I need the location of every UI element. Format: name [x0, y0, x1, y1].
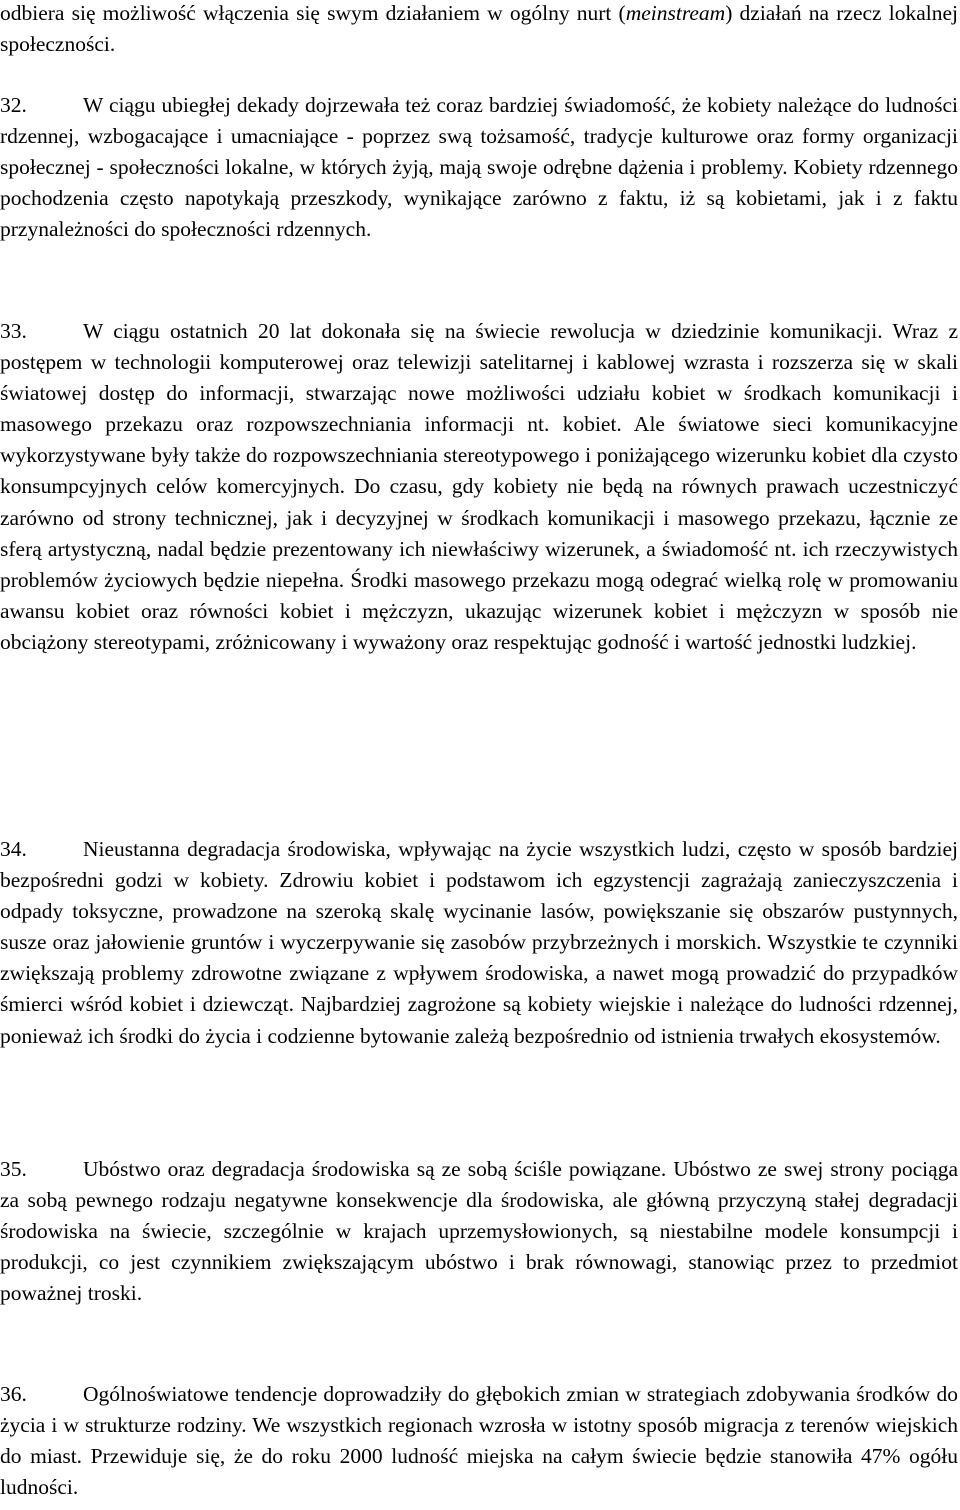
paragraph-number: 36. [0, 1382, 27, 1406]
intro-paragraph [0, 0, 958, 60]
paragraph-number: 35. [0, 1157, 27, 1181]
paragraph-36 [0, 1379, 958, 1503]
paragraph-33 [0, 316, 958, 658]
paragraph-35 [0, 1154, 958, 1309]
paragraph-text: Nieustanna degradacja środowiska, wpływając na życie wszystkich ludzi, często w sposób bardziej bezpośredni godzi w kobiety. Zdrowiu kobiet i podstawom ich egzystencji zagrażają zanieczyszczenia i odpady toksyczne, prowadzone na szeroką skalę wycinanie lasów, powiększanie się obszarów pustynnych, susze oraz jałowienie gruntów i wyczerpywanie się zasobów przybrzeżnych i morskich. Wszystkie te czynniki zwiększają problemy zdrowotne związane z wpływem środowiska, a nawet mogą prowadzić do przypadków śmierci wśród kobiet i dziewcząt. Najbardziej zagrożone są kobiety wiejskie i należące do ludności rdzennej, ponieważ ich środki do życia i codzienne bytowanie zależą bezpośrednio od istnienia trwałych ekosystemów. [0, 837, 958, 1048]
paragraph-34 [0, 834, 958, 1052]
intro-emphasis: meinstream [625, 1, 726, 25]
paragraph-number: 33. [0, 319, 27, 343]
intro-text-before: odbiera się możliwość włączenia się swym działaniem w ogólny nurt ( [0, 1, 626, 25]
paragraph-text: W ciągu ostatnich 20 lat dokonała się na świecie rewolucja w dziedzinie komunikacji. Wraz z postępem w technologii komputerowej oraz telewizji satelitarnej i kablowej wzrasta i rozszerza się w skali światowej dostęp do informacji, stwarzając nowe możliwości udziału kobiet w środkach komunikacji i masowego przekazu oraz rozpowszechniania informacji nt. kobiet. Ale światowe sieci komunikacyjne wykorzystywane były także do rozpowszechniania stereotypowego i poniżającego wizerunku kobiet dla czysto konsumpcyjnych celów komercyjnych. Do czasu, gdy kobiety nie będą na równych prawach uczestniczyć zarówno od strony technicznej, jak i decyzyjnej w środkach komunikacji i masowego przekazu, łącznie ze sferą artystyczną, nadal będzie prezentowany ich niewłaściwy wizerunek, a świadomość nt. ich rzeczywistych problemów życiowych będzie niepełna. Środki masowego przekazu mogą odegrać wielką rolę w promowaniu awansu kobiet oraz równości kobiet i mężczyzn, ukazując wizerunek kobiet i mężczyzn w sposób nie obciążony stereotypami, zróżnicowany i wyważony oraz respektując godność i wartość jednostki ludzkiej. [0, 319, 958, 654]
intro-text-after: ) działań na rzecz lokalnej społeczności. [0, 1, 958, 57]
paragraph-text: Ogólnoświatowe tendencje doprowadziły do głębokich zmian w strategiach zdobywania środków do życia i w strukturze rodziny. We wszystkich regionach wzrosła w istotny sposób migracja z terenów wiejskich do miast. Przewiduje się, że do roku 2000 ludność miejska na całym świecie będzie stanowiła 47% ogółu ludności. [0, 1382, 958, 1500]
paragraph-32 [0, 90, 958, 245]
paragraph-number: 34. [0, 837, 27, 861]
paragraph-number: 32. [0, 93, 27, 117]
paragraph-text: Ubóstwo oraz degradacja środowiska są ze sobą ściśle powiązane. Ubóstwo ze swej strony pociąga za sobą pewnego rodzaju negatywne konsekwencje dla środowiska, ale główną przyczyną stałej degradacji środowiska na świecie, szczególnie w krajach uprzemysłowionych, są niestabilne modele konsumpcji i produkcji, co jest czynnikiem zwiększającym ubóstwo i brak równowagi, stanowiąc przez to przedmiot poważnej troski. [0, 1157, 958, 1306]
paragraph-text: W ciągu ubiegłej dekady dojrzewała też coraz bardziej świadomość, że kobiety należące do ludności rdzennej, wzbogacające i umacniające - poprzez swą tożsamość, tradycje kulturowe oraz formy organizacji społecznej - społeczności lokalne, w których żyją, mają swoje odrębne dążenia i problemy. Kobiety rdzennego pochodzenia często napotykają przeszkody, wynikające zarówno z faktu, iż są kobietami, jak i z faktu przynależności do społeczności rdzennych. [0, 93, 958, 242]
